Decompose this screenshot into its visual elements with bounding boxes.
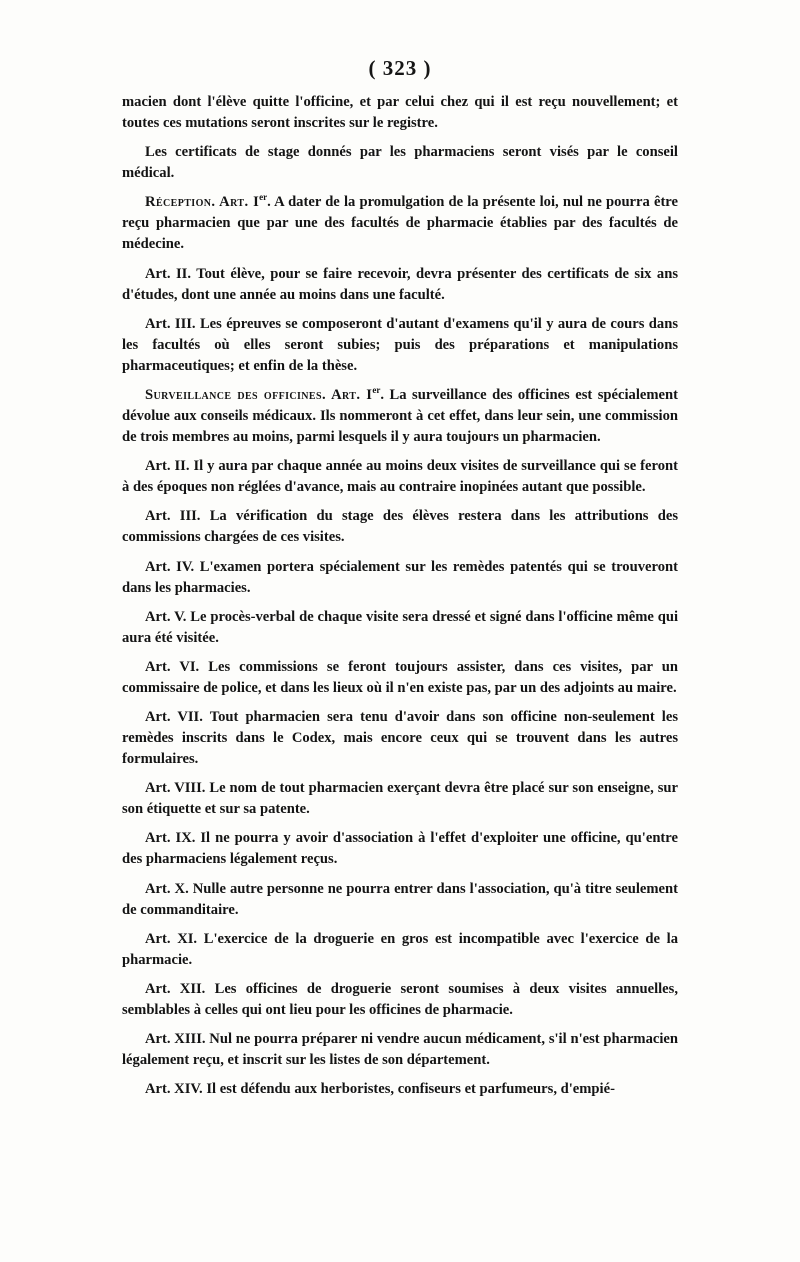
paragraph-text: Art. III. Les épreuves se composeront d'autant d'examens qu'il y aura de cours dans les facultés où elles seront subies; puis des préparations et manipulations pharmaceutiques; et enfin de la thèse. [122, 315, 678, 374]
page-number: ( 323 ) [368, 56, 432, 80]
body-text [122, 92, 678, 1109]
paragraph-text: Art. VII. Tout pharmacien sera tenu d'avoir dans son officine non-seulement les remèdes inscrits dans le Codex, mais encore ceux qui se trouvent dans les autres formulaires. [122, 709, 678, 768]
paragraph-p6 [122, 456, 678, 498]
paragraph-text: macien dont l'élève quitte l'officine, et par celui chez qui il est reçu nouvellement; et toutes ces mutations seront inscrites sur le registre. [122, 94, 678, 131]
paragraph-text: A dater de la promulgation de la présente loi, nul ne pourra être reçu pharmacien que par une des facultés de pharmacie établies par des facultés de médecine. [122, 194, 679, 253]
paragraph-text: Art. XIII. Nul ne pourra préparer ni vendre aucun médicament, s'il n'est pharmacien légalement reçu, et inscrit sur les listes de son département. [122, 1031, 678, 1069]
ordinal-superscript: er [259, 192, 268, 203]
paragraph-p10 [122, 657, 678, 699]
paragraph-text: Art. II. Tout élève, pour se faire recevoir, devra présenter des certificats de six ans d'études, dont une année au moins dans une faculté. [122, 265, 678, 303]
paragraph-p4 [122, 314, 678, 377]
paragraph-p5 [122, 385, 678, 448]
paragraph-p7 [122, 506, 678, 548]
paragraph-p13 [122, 828, 678, 870]
paragraph-text: Art. XI. L'exercice de la droguerie en gros est incompatible avec l'exercice de la pharmacie. [122, 930, 678, 968]
paragraph-text: Art. IX. Il ne pourra y avoir d'association à l'effet d'exploiter une officine, qu'entre des pharmaciens légalement reçus. [122, 830, 678, 868]
paragraph-p3 [122, 264, 678, 306]
paragraph-text: Les certificats de stage donnés par les pharmaciens seront visés par le conseil médical. [122, 144, 678, 182]
paragraph-p9 [122, 607, 678, 649]
heading-tail: . [380, 386, 385, 403]
paragraph-p2 [122, 192, 678, 255]
ordinal-superscript: er [372, 385, 381, 396]
paragraph-p18 [122, 1079, 678, 1100]
paragraph-text: La surveillance des officines est spécialement dévolue aux conseils médicaux. Ils nommeront à cet effet, dans leur sein, une commission de trois membres au moins, parmi lesquels il y aura toujours un pharmacien. [122, 386, 678, 445]
paragraph-text: Art. XIV. Il est défendu aux herboristes, confiseurs et parfumeurs, d'empié- [145, 1081, 615, 1098]
paragraph-p14 [122, 879, 678, 921]
paragraph-text: Art. II. Il y aura par chaque année au moins deux visites de surveillance qui se feront à des époques non réglées d'avance, mais au contraire inopinées autant que possible. [122, 458, 678, 496]
paragraph-text: Art. VI. Les commissions se feront toujours assister, dans ces visites, par un commissaire de police, et dans les lieux où il n'en existe pas, par un des adjoints au maire. [122, 658, 678, 696]
paragraph-text: Art. V. Le procès-verbal de chaque visite sera dressé et signé dans l'officine même qui aura été visitée. [122, 608, 678, 646]
heading-tail: . [267, 194, 271, 211]
paragraph-text: Art. X. Nulle autre personne ne pourra entrer dans l'association, qu'à titre seulement de commanditaire. [122, 880, 678, 918]
paragraph-p12 [122, 778, 678, 820]
paragraph-text: Art. VIII. Le nom de tout pharmacien exerçant devra être placé sur son enseigne, sur son étiquette et sur sa patente. [122, 780, 678, 818]
section-heading: Réception. Art. I [145, 194, 260, 211]
section-heading: Surveillance des officines. Art. I [145, 386, 373, 403]
paragraph-p1 [122, 142, 678, 184]
paragraph-p8 [122, 557, 678, 599]
paragraph-p11 [122, 707, 678, 770]
paragraph-p0 [122, 92, 678, 134]
paragraph-p17 [122, 1029, 678, 1071]
paragraph-text: Art. XII. Les officines de droguerie seront soumises à deux visites annuelles, semblables à celles qui ont lieu pour les officines de pharmacie. [122, 981, 678, 1018]
paragraph-p16 [122, 979, 678, 1021]
paragraph-text: Art. IV. L'examen portera spécialement sur les remèdes patentés qui se trouveront dans les pharmacies. [122, 558, 678, 596]
paragraph-p15 [122, 929, 678, 971]
paragraph-text: Art. III. La vérification du stage des élèves restera dans les attributions des commissions chargées de ces visites. [122, 508, 678, 546]
